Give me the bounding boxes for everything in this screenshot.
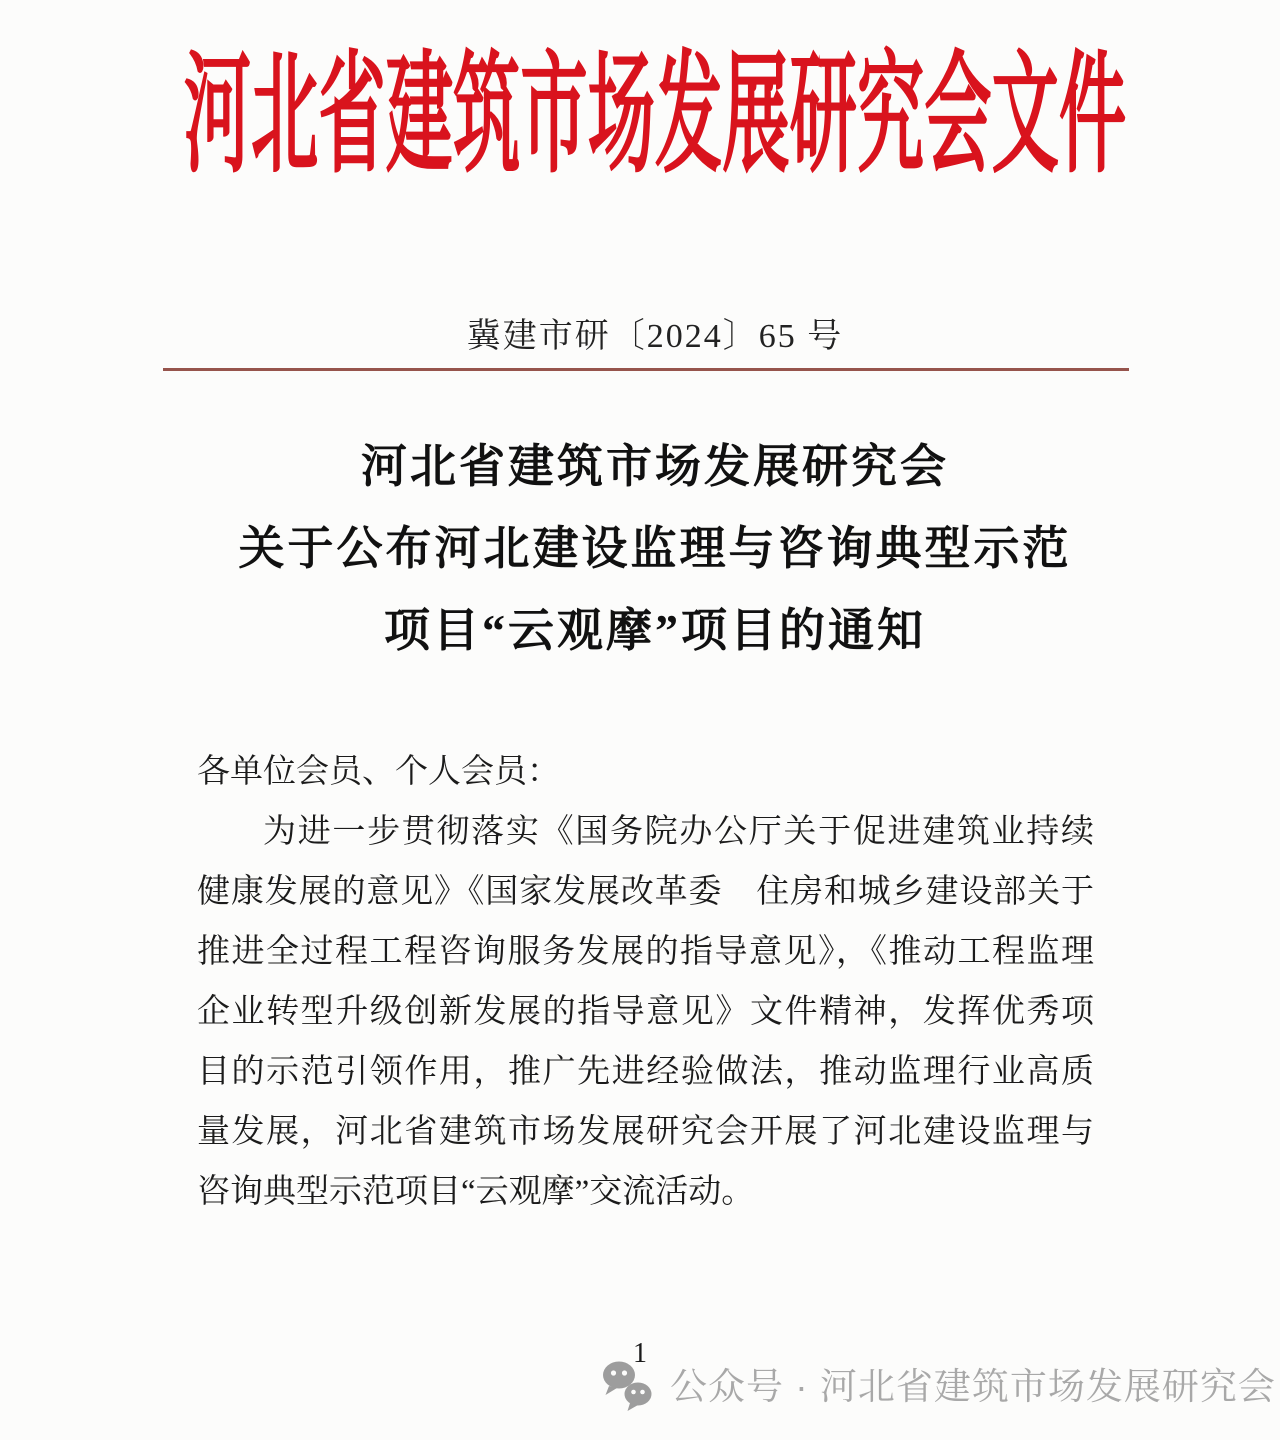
body-line-5: 目的示范引领作用，推广先进经验做法，推动监理行业高质 bbox=[197, 1054, 1094, 1090]
document-title-line-2: 关于公布河北建设监理与咨询典型示范 bbox=[238, 523, 1072, 574]
body-line-6: 量发展，河北省建筑市场发展研究会开展了河北建设监理与 bbox=[197, 1114, 1094, 1150]
document-number: 冀建市研〔2024〕65 号 bbox=[466, 318, 844, 355]
letterhead-banner bbox=[30, 36, 1280, 196]
wechat-icon bbox=[602, 1360, 654, 1414]
body-line-4: 企业转型升级创新发展的指导意见》文件精神，发挥优秀项 bbox=[197, 994, 1094, 1030]
body-line-3: 推进全过程工程咨询服务发展的指导意见》，《推动工程监理 bbox=[197, 934, 1094, 970]
document-title-line-3: 项目“云观摩”项目的通知 bbox=[384, 605, 926, 656]
body-line-1: 为进一步贯彻落实《国务院办公厅关于促进建筑业持续 bbox=[263, 814, 1094, 850]
page-number: 1 bbox=[633, 1338, 647, 1369]
watermark bbox=[602, 1360, 1276, 1414]
body-line-2: 健康发展的意见》《国家发展改革委 住房和城乡建设部关于 bbox=[197, 874, 1094, 910]
watermark-text: 公众号 · 河北省建筑市场发展研究会 bbox=[670, 1366, 1276, 1407]
salutation-line: 各单位会员、个人会员： bbox=[197, 754, 560, 790]
letterhead-banner-title: 河北省建筑市场发展研究会文件 bbox=[183, 42, 1127, 189]
document-body bbox=[197, 742, 1094, 1222]
document-title bbox=[30, 426, 1280, 672]
header-divider-rule bbox=[163, 368, 1129, 371]
document-title-line-1: 河北省建筑市场发展研究会 bbox=[361, 441, 949, 492]
body-line-7: 咨询典型示范项目“云观摩”交流活动。 bbox=[197, 1174, 755, 1210]
